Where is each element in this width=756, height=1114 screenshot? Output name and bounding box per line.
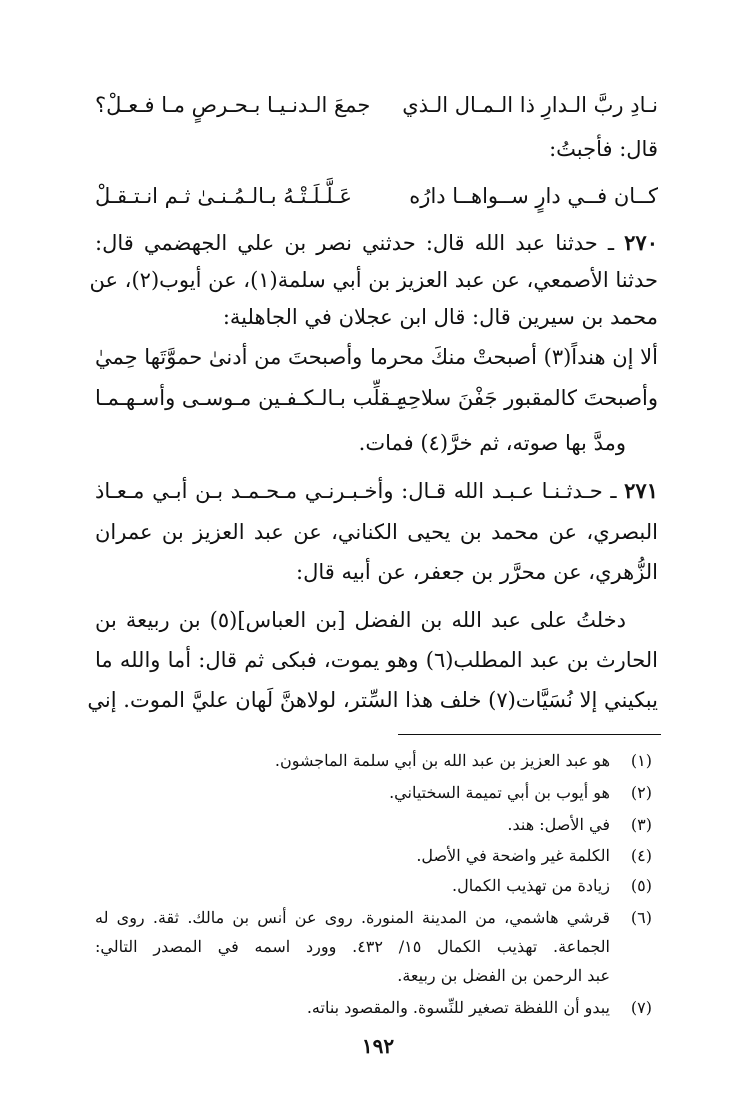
report-270-line-3: محمد بن سيرين قال: قال ابن عجلان في الجاهلية: [222,305,658,329]
footnote-divider [398,734,661,735]
footnote-3-number: (٣) [630,815,652,834]
report-270-line-1 [95,224,658,262]
report-271-para-line-2: الحارث بن عبد المطلب(٦) وهو يموت، فبكى ثم قال: أما والله ما [95,648,658,672]
verse-1-second-hemistich: جمعَ الـدنـيـا بـحـرصٍ مـا فـعـلْ؟ [95,93,371,117]
report-271-para-line-1: دخلتُ على عبد الله بن الفضل [بن العباس](٥) بن ربيعة بن [95,608,626,632]
verse-1-first-hemistich: نـادِ ربَّ الـدارِ ذا الـمـال الـذي [402,93,658,117]
report-270-ending: ومدَّ بها صوته، ثم خرَّ(٤) فمات. [358,431,626,455]
report-271-line-3: الزُّهري، عن محرَّر بن جعفر، عن أبيه قال: [296,560,658,584]
report-270-line-1-text: ـ حدثنا عبد الله قال: حدثني نصر بن علي الجهضمي قال: [95,231,615,255]
footnote-6-text-line-3: عبد الرحمن بن الفضل بن ربيعة. [397,966,610,985]
footnote-1-text: هو عبد العزيز بن عبد الله بن أبي سلمة الماجشون. [274,751,610,770]
report-number-271: ٢٧١ [624,478,658,503]
footnote-7-number: (٧) [630,998,652,1017]
verse-2-first-hemistich: كــان فــي دارٍ ســواهــا دارُه [409,184,658,208]
said-answer-line: قال: فأجبتُ: [549,137,658,161]
footnote-2-text: هو أيوب بن أبي تميمة السختياني. [389,783,610,802]
footnote-5-text: زيادة من تهذيب الكمال. [452,876,610,895]
footnote-1-number: (١) [630,751,652,770]
footnote-4-number: (٤) [630,846,652,865]
verse-3-second-hemistich: وأصبحتَ من أدنىٰ حموَّتَها حِميٰ [95,345,363,369]
verse-2-second-hemistich: عَـلَّـلَـتْـهُ بـالـمُـنـىٰ ثـم انـتـقـلْ [95,184,352,208]
verse-3-first-hemistich: ألا إن هنداً(٣) أصبحتْ منكَ محرما [370,345,658,369]
report-270-line-2: حدثنا الأصمعي، عن عبد العزيز بن أبي سلمة(١)، عن أيوب(٢)، عن [89,268,658,292]
footnote-5-number: (٥) [630,876,652,895]
footnote-6-text-line-1: قرشي هاشمي، من المدينة المنورة. روى عن أنس بن مالك. ثقة. روى له [95,908,610,927]
report-271-line-2: البصري، عن محمد بن يحيى الكناني، عن عبد العزيز بن عمران [95,520,658,544]
footnote-4-text: الكلمة غير واضحة في الأصل. [416,846,610,865]
report-271-line-1-text: ـ حـدثـنـا عـبـد الله قـال: وأخـبـرنـي مـحـمـد بـن أبـي مـعـاذ [95,479,617,503]
report-number-270: ٢٧٠ [624,230,658,255]
footnote-6-number: (٦) [630,908,652,927]
page-number: ١٩٢ [361,1034,395,1058]
footnote-7-text: يبدو أن اللفظة تصغير للنِّسوة. والمقصود بناته. [306,998,610,1017]
report-271-para-line-3: يبكيني إلا نُسَيَّات(٧) خلف هذا السِّتر، لولاهنَّ لَهان عليَّ الموت. إني [87,688,658,712]
footnote-3-text: في الأصل: هند. [507,815,610,834]
verse-4-second-hemistich: يـقلِّب بـالـكـفـين مـوسـى وأسـهـمـا [95,386,403,410]
report-271-line-1 [95,472,658,510]
footnote-6-text-line-2: الجماعة. تهذيب الكمال ١٥/ ٤٣٢. وورد اسمه في المصدر التالي: [95,937,610,956]
verse-4-first-hemistich: وأصبحتَ كالمقبور جَفْنَ سلاحِهِ [396,386,658,410]
footnote-2-number: (٢) [630,783,652,802]
